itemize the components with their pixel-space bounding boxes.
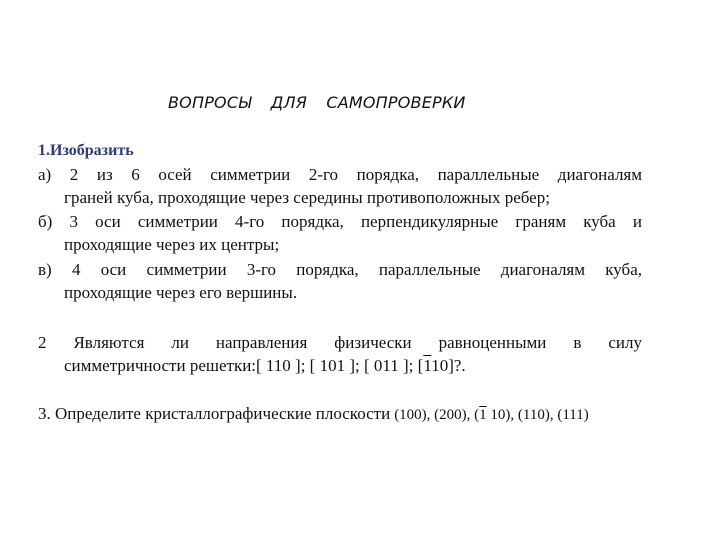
item-c-line-1: в) 4 оси симметрии 3-го порядка, параллельные диагоналям куба, — [38, 260, 642, 279]
item-b-line-2: проходящие через их центры; — [64, 235, 280, 254]
question-3-text: 3. Определите кристаллографические плоскости — [38, 404, 391, 423]
question-2 — [38, 331, 642, 377]
page-title: ВОПРОСЫ ДЛЯ САМОПРОВЕРКИ — [168, 93, 466, 112]
overbar-index: 1 — [423, 356, 432, 375]
plane-indices-start: (100), (200), ( — [394, 407, 480, 423]
question-2-line-1: 2 Являются ли направления физически равноценными в силу — [38, 333, 642, 352]
item-c-line-2: проходящие через его вершины. — [64, 283, 298, 302]
question-1-item-c — [38, 258, 642, 304]
item-a-line-1: а) 2 из 6 осей симметрии 2-го порядка, параллельные диагоналям — [38, 165, 642, 184]
plane-indices — [394, 407, 589, 423]
question-2-directions: симметричности решетки:[ 110 ]; [ 101 ]; [ 011 ]; [ — [64, 356, 424, 375]
item-b-line-1: б) 3 оси симметрии 4-го порядка, перпендикулярные граням куба и — [38, 212, 642, 231]
item-a-line-2: граней куба, проходящие через середины противоположных ребер; — [64, 188, 550, 207]
question-1-item-b — [38, 210, 642, 256]
overbar-index: 1 — [479, 407, 487, 423]
question-1-heading: 1.Изобразить — [38, 142, 134, 159]
question-3 — [38, 402, 589, 427]
plane-indices-end: 10), (110), (111) — [486, 407, 589, 423]
question-2-ending: 10]?. — [431, 356, 466, 375]
question-2-line-2 — [38, 354, 642, 377]
question-1-item-a — [38, 163, 642, 209]
